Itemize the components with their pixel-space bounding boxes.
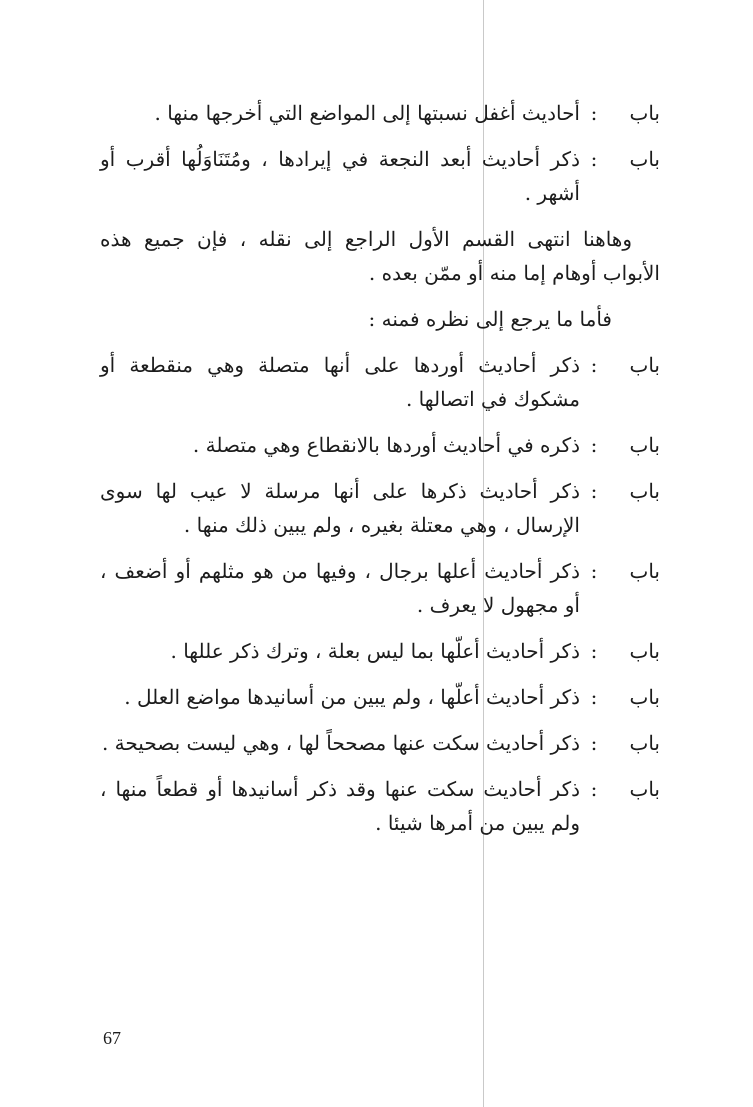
entry-label: باب — [629, 479, 660, 503]
document-page — [100, 96, 660, 852]
entry-text: ذكر أحاديث أعلّها ، ولم يبين من أسانيدها مواضع العلل . — [124, 685, 580, 709]
entry-colon: : — [590, 101, 598, 125]
entry-label: باب — [629, 559, 660, 583]
entry-colon: : — [590, 479, 598, 503]
section-closing-paragraph: وهاهنا انتهى القسم الأول الراجع إلى نقله ، فإن جميع هذه الأبواب أوهام إما منه أو ممّن بعده . — [100, 227, 660, 285]
entry-colon: : — [590, 353, 598, 377]
entry-label: باب — [629, 731, 660, 755]
section-intro-line: فأما ما يرجع إلى نظره فمنه : — [368, 307, 612, 331]
chapter-entry — [100, 772, 660, 840]
entry-label: باب — [629, 101, 660, 125]
chapter-entry — [100, 680, 660, 714]
chapter-entry — [100, 428, 660, 462]
entry-text: ذكر أحاديث سكت عنها مصححاً لها ، وهي ليست بصحيحة . — [101, 731, 580, 755]
entry-colon: : — [590, 685, 598, 709]
entry-colon: : — [590, 559, 598, 583]
entry-label: باب — [629, 147, 660, 171]
entry-colon: : — [590, 433, 598, 457]
entry-colon: : — [590, 731, 598, 755]
entry-text: ذكر أحاديث أعلّها بما ليس بعلة ، وترك ذكر عللها . — [170, 639, 580, 663]
chapter-entry — [100, 348, 660, 416]
entry-label: باب — [629, 353, 660, 377]
entry-label: باب — [629, 685, 660, 709]
entry-text: ذكر أحاديث أوردها على أنها متصلة وهي منقطعة أو مشكوك في اتصالها . — [100, 353, 580, 411]
chapter-entry — [100, 726, 660, 760]
entry-label: باب — [629, 433, 660, 457]
chapter-entry — [100, 474, 660, 542]
entry-colon: : — [590, 147, 598, 171]
chapter-entry — [100, 554, 660, 622]
chapter-entry — [100, 96, 660, 130]
entry-text: ذكر أحاديث ذكرها على أنها مرسلة لا عيب لها سوى الإرسال ، وهي معتلة بغيره ، ولم يبين ذلك منها . — [100, 479, 580, 537]
entry-colon: : — [590, 639, 598, 663]
entry-label: باب — [629, 777, 660, 801]
page-number: 67 — [103, 1028, 121, 1048]
entry-text: ذكر أحاديث أعلها برجال ، وفيها من هو مثلهم أو أضعف ، أو مجهول لا يعرف . — [100, 559, 580, 617]
entry-text: أحاديث أغفل نسبتها إلى المواضع التي أخرجها منها . — [154, 101, 580, 125]
chapter-entry — [100, 634, 660, 668]
entry-colon: : — [590, 777, 598, 801]
chapter-entry — [100, 142, 660, 210]
entry-text: ذكره في أحاديث أوردها بالانقطاع وهي متصلة . — [192, 433, 580, 457]
entry-text: ذكر أحاديث سكت عنها وقد ذكر أسانيدها أو قطعاً منها ، ولم يبين من أمرها شيئا . — [100, 777, 580, 835]
entry-text: ذكر أحاديث أبعد النجعة في إيرادها ، ومُتَنَاوَلُها أقرب أو أشهر . — [100, 147, 580, 205]
entry-label: باب — [629, 639, 660, 663]
